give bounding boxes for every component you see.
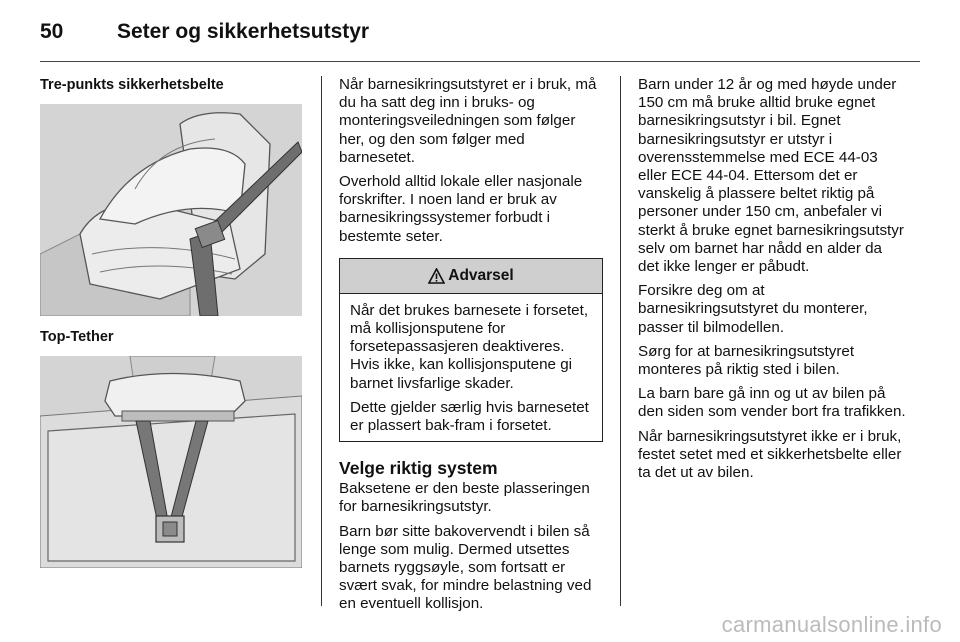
figure-top-tether bbox=[40, 356, 302, 568]
page-header bbox=[40, 16, 920, 56]
paragraph: Baksetene er den beste plasseringen for barnesikringsutstyr. bbox=[339, 480, 590, 516]
child-seat-illustration bbox=[40, 104, 302, 316]
figure-child-seat-belt bbox=[40, 104, 302, 316]
warning-title: Advarsel bbox=[448, 266, 514, 284]
watermark: carmanualsonline.info bbox=[721, 612, 942, 637]
warning-body bbox=[340, 294, 602, 441]
column-divider bbox=[321, 76, 322, 606]
paragraph: Sørg for at barnesikringsutstyret monteres på riktig sted i bilen. bbox=[638, 342, 855, 379]
section-heading: Velge riktig system bbox=[339, 458, 498, 479]
warning-header bbox=[340, 259, 602, 294]
column-illustrations bbox=[40, 76, 302, 568]
paragraph: Når barnesikringsutstyret ikke er i bruk, festet setet med et sikkerhetsbelte eller ta det ut av bilen. bbox=[638, 427, 902, 482]
paragraph: Forsikre deg om at barnesikringsutstyret du monterer, passer til bilmodellen. bbox=[638, 282, 868, 336]
section-label-top-tether: Top-Tether bbox=[40, 329, 114, 346]
warning-triangle-icon bbox=[428, 268, 445, 284]
page-number: 50 bbox=[40, 20, 64, 43]
warning-paragraph: Dette gjelder særlig hvis barnesetet er plassert bak-fram i forsetet. bbox=[350, 398, 589, 435]
section-label-three-point-belt: Tre-punkts sikkerhetsbelte bbox=[40, 77, 224, 93]
column-middle bbox=[339, 76, 603, 620]
paragraph: La barn bare gå inn og ut av bilen på den siden som vender bort fra trafikken. bbox=[638, 385, 906, 421]
header-rule bbox=[40, 61, 920, 62]
paragraph: Når barnesikringsutstyret er i bruk, må du ha satt deg inn i bruks- og monteringsveiledningen som følger her, og den som følger med barnesetet. bbox=[339, 76, 597, 166]
top-tether-illustration bbox=[40, 356, 302, 568]
paragraph: Overhold alltid lokale eller nasjonale forskrifter. I noen land er bruk av barnesikringssystemer forbudt i bestemte seter. bbox=[339, 173, 583, 245]
column-right bbox=[638, 76, 906, 488]
column-divider bbox=[620, 76, 621, 606]
warning-paragraph: Når det brukes barnesete i forsetet, må kollisjonsputene for forsetepassasjeren deaktiveres. Hvis ikke, kan kollisjonsputene gi barnet livsfarlige skader. bbox=[350, 301, 589, 392]
paragraph: Barn under 12 år og med høyde under 150 cm må bruke alltid bruke egnet barnesikringsutstyr i bil. Egnet barnesikringsutstyr er utstyr i overensstemmelse med ECE 44-03 eller ECE 44-04. Ettersom det er vanskelig å plassere beltet riktig på personer under 150 cm, anbefaler vi sterkt å bruke egnet barnesikringsutstyr selv om barnet har nådd en alder da det ikke lenger er påbudt. bbox=[638, 76, 904, 276]
page-title: Seter og sikkerhetsutstyr bbox=[117, 20, 370, 43]
paragraph: Barn bør sitte bakovervendt i bilen så lenge som mulig. Dermed utsettes barnets ryggsøyle, som fortsatt er svært svak, for mindre belastning ved en eventuell kollisjon. bbox=[339, 522, 592, 613]
warning-box bbox=[339, 258, 603, 442]
